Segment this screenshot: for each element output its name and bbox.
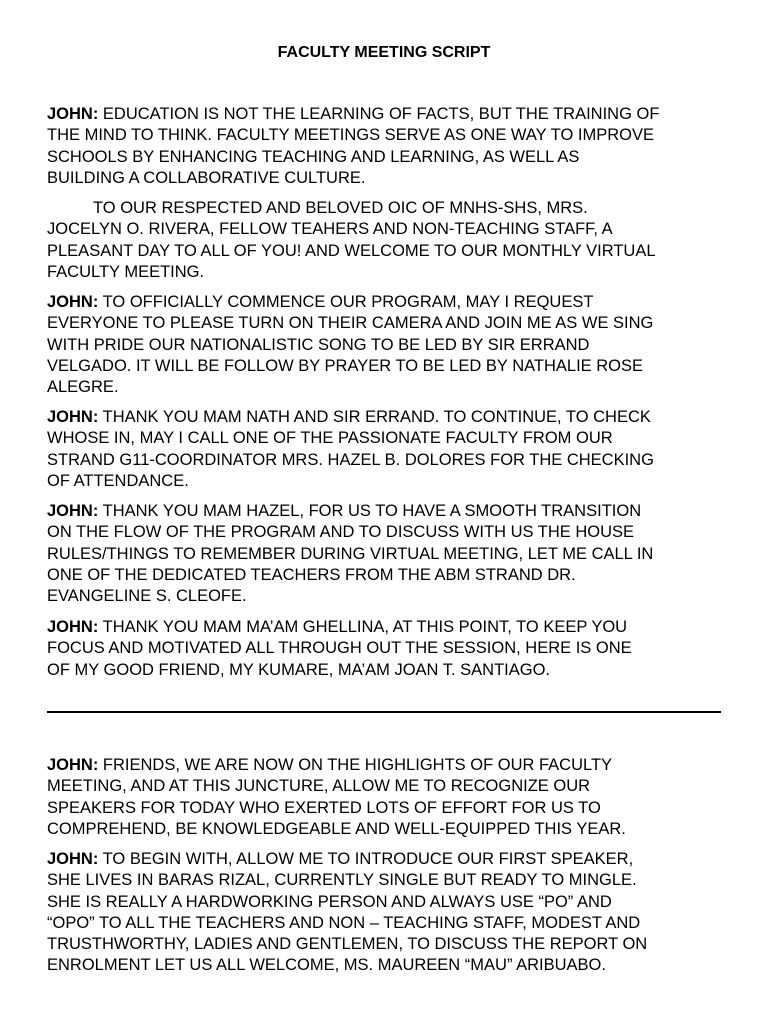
script-paragraph-1 [47, 104, 727, 189]
paragraph-line: ENROLMENT LET US ALL WELCOME, MS. MAUREEN “MAU” ARIBUABO. [47, 956, 606, 975]
paragraph-line: MEETING, AND AT THIS JUNCTURE, ALLOW ME TO RECOGNIZE OUR [47, 777, 591, 796]
paragraph-line: TRUSTHWORTHY, LADIES AND GENTLEMEN, TO DISCUSS THE REPORT ON [47, 935, 648, 954]
paragraph-line [47, 617, 727, 638]
paragraph-line: SHE LIVES IN BARAS RIZAL, CURRENTLY SINGLE BUT READY TO MINGLE. [47, 871, 637, 890]
document-title: FACULTY MEETING SCRIPT [277, 44, 491, 61]
script-paragraph-6 [47, 617, 727, 681]
paragraph-line [47, 849, 727, 870]
script-paragraph-4 [47, 407, 727, 492]
speaker-label: JOHN: [47, 850, 99, 868]
paragraph-line: STRAND G11-COORDINATOR MRS. HAZEL B. DOLORES FOR THE CHECKING [47, 450, 654, 469]
speaker-label: JOHN: [47, 408, 99, 426]
paragraph-line [47, 755, 727, 776]
section-divider [47, 711, 721, 713]
paragraph-line: EVANGELINE S. CLEOFE. [47, 587, 247, 606]
speaker-label: JOHN: [47, 756, 99, 774]
paragraph-line: JOCELYN O. RIVERA, FELLOW TEAHERS AND NON-TEACHING STAFF, A [47, 220, 613, 239]
paragraph-line: TO OUR RESPECTED AND BELOVED OIC OF MNHS-SHS, MRS. [93, 199, 588, 217]
speaker-label: JOHN: [47, 293, 99, 311]
paragraph-line: SCHOOLS BY ENHANCING TEACHING AND LEARNING, AS WELL AS [47, 147, 580, 166]
script-paragraph-3 [47, 292, 727, 398]
line-text: THANK YOU MAM NATH AND SIR ERRAND. TO CONTINUE, TO CHECK [98, 408, 651, 426]
paragraph-line: OF MY GOOD FRIEND, MY KUMARE, MA’AM JOAN T. SANTIAGO. [47, 660, 551, 679]
paragraph-line: OF ATTENDANCE. [47, 471, 189, 490]
line-text: EDUCATION IS NOT THE LEARNING OF FACTS, BUT THE TRAINING OF [98, 105, 660, 123]
paragraph-line: WHOSE IN, MAY I CALL ONE OF THE PASSIONATE FACULTY FROM OUR [47, 429, 613, 448]
paragraph-line: ONE OF THE DEDICATED TEACHERS FROM THE ABM STRAND DR. [47, 565, 576, 584]
paragraph-line [47, 407, 727, 428]
paragraph-line [47, 501, 727, 522]
paragraph-line: SPEAKERS FOR TODAY WHO EXERTED LOTS OF EFFORT FOR US TO [47, 798, 601, 817]
paragraph-line: EVERYONE TO PLEASE TURN ON THEIR CAMERA AND JOIN ME AS WE SING [47, 314, 654, 333]
line-text: TO BEGIN WITH, ALLOW ME TO INTRODUCE OUR FIRST SPEAKER, [98, 850, 634, 868]
paragraph-line: PLEASANT DAY TO ALL OF YOU! AND WELCOME TO OUR MONTHLY VIRTUAL [47, 241, 656, 260]
paragraph-line: “OPO” TO ALL THE TEACHERS AND NON – TEACHING STAFF, MODEST AND [47, 913, 641, 932]
paragraph-line: RULES/THINGS TO REMEMBER DURING VIRTUAL MEETING, LET ME CALL IN [47, 544, 654, 563]
paragraph-line: WITH PRIDE OUR NATIONALISTIC SONG TO BE LED BY SIR ERRAND [47, 335, 590, 354]
paragraph-line: SHE IS REALLY A HARDWORKING PERSON AND ALWAYS USE “PO” AND [47, 892, 612, 911]
script-paragraph-2 [47, 198, 727, 283]
script-paragraph-7 [47, 755, 727, 840]
paragraph-line: THE MIND TO THINK. FACULTY MEETINGS SERVE AS ONE WAY TO IMPROVE [47, 126, 654, 145]
paragraph-line: FACULTY MEETING. [47, 262, 205, 281]
line-text: THANK YOU MAM HAZEL, FOR US TO HAVE A SMOOTH TRANSITION [98, 502, 642, 520]
line-text: FRIENDS, WE ARE NOW ON THE HIGHLIGHTS OF OUR FACULTY [98, 756, 613, 774]
speaker-label: JOHN: [47, 502, 99, 520]
paragraph-line: ON THE FLOW OF THE PROGRAM AND TO DISCUSS WITH US THE HOUSE [47, 523, 635, 542]
script-paragraph-5 [47, 501, 727, 607]
speaker-label: JOHN: [47, 618, 99, 636]
paragraph-line [47, 292, 727, 313]
script-paragraph-8 [47, 849, 727, 977]
paragraph-line: ALEGRE. [47, 378, 119, 397]
paragraph-line: BUILDING A COLLABORATIVE CULTURE. [47, 168, 366, 187]
line-text: TO OFFICIALLY COMMENCE OUR PROGRAM, MAY I REQUEST [98, 293, 594, 311]
paragraph-line: COMPREHEND, BE KNOWLEDGEABLE AND WELL-EQUIPPED THIS YEAR. [47, 819, 626, 838]
line-text: THANK YOU MAM MA’AM GHELLINA, AT THIS POINT, TO KEEP YOU [98, 618, 628, 636]
paragraph-line: VELGADO. IT WILL BE FOLLOW BY PRAYER TO BE LED BY NATHALIE ROSE [47, 356, 644, 375]
paragraph-line [47, 104, 727, 125]
paragraph-line: FOCUS AND MOTIVATED ALL THROUGH OUT THE SESSION, HERE IS ONE [47, 639, 632, 658]
speaker-label: JOHN: [47, 105, 99, 123]
